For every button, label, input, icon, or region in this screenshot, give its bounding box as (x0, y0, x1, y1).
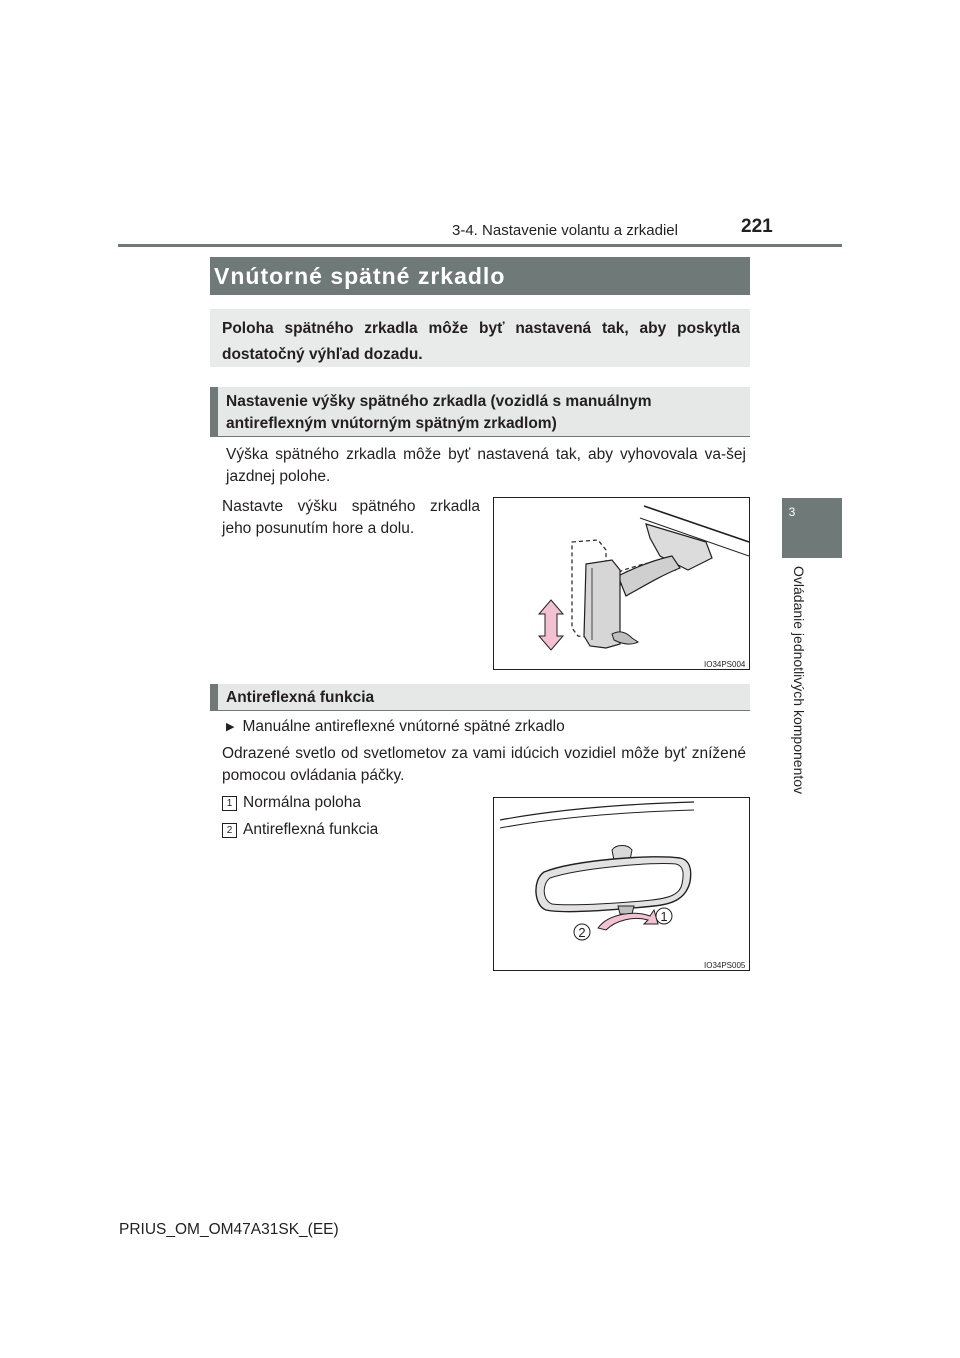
bullet-item (226, 716, 746, 738)
mirror-height-figure (493, 497, 750, 670)
header-divider (118, 244, 842, 247)
list-item (222, 792, 462, 814)
antireflex-section-heading: Antireflexná funkcia (210, 684, 750, 711)
item-label: Antireflexná funkcia (243, 821, 379, 838)
item-number: 1 (222, 796, 237, 811)
list-item (222, 819, 462, 841)
antireflex-paragraph: Odrazené svetlo od svetlometov za vami idúcich vozidiel môže byť znížené pomocou ovládania páčky. (222, 745, 746, 784)
height-section-heading: Nastavenie výšky spätného zrkadla (vozidlá s manuálnym antireflexným vnútorným spätným zrkadlom) (210, 387, 750, 437)
chapter-title: Ovládanie jednotlivých komponentov (791, 566, 807, 795)
section-breadcrumb: 3-4. Nastavenie volantu a zrkadiel (452, 222, 678, 239)
figure-code: IO34PS005 (704, 961, 746, 970)
triangle-bullet-icon: ▶ (226, 721, 235, 733)
item-number: 2 (222, 823, 237, 838)
page-number: 221 (741, 216, 773, 237)
callout-2: 2 (578, 925, 586, 940)
height-instruction: Nastavte výšku spätného zrkadla jeho posunutím hore a dolu. (222, 498, 480, 537)
footer-code: PRIUS_OM_OM47A31SK_(EE) (119, 1221, 339, 1238)
figure-code: IO34PS004 (704, 660, 746, 669)
callout-1: 1 (660, 909, 668, 924)
item-label: Normálna poloha (243, 794, 362, 811)
intro-box: Poloha spätného zrkadla môže byť nastavená tak, aby poskytla dostatočný výhľad dozadu. (210, 309, 750, 367)
antireflex-illustration (494, 798, 749, 970)
bullet-text: Manuálne antireflexné vnútorné spätné zrkadlo (242, 718, 565, 735)
page-title: Vnútorné spätné zrkadlo (214, 263, 506, 289)
height-paragraph: Výška spätného zrkadla môže byť nastavená tak, aby vyhovovala va-šej jazdnej polohe. (226, 446, 746, 485)
chapter-number: 3 (788, 505, 796, 519)
mirror-height-illustration (494, 498, 749, 669)
antireflex-figure (493, 797, 750, 971)
